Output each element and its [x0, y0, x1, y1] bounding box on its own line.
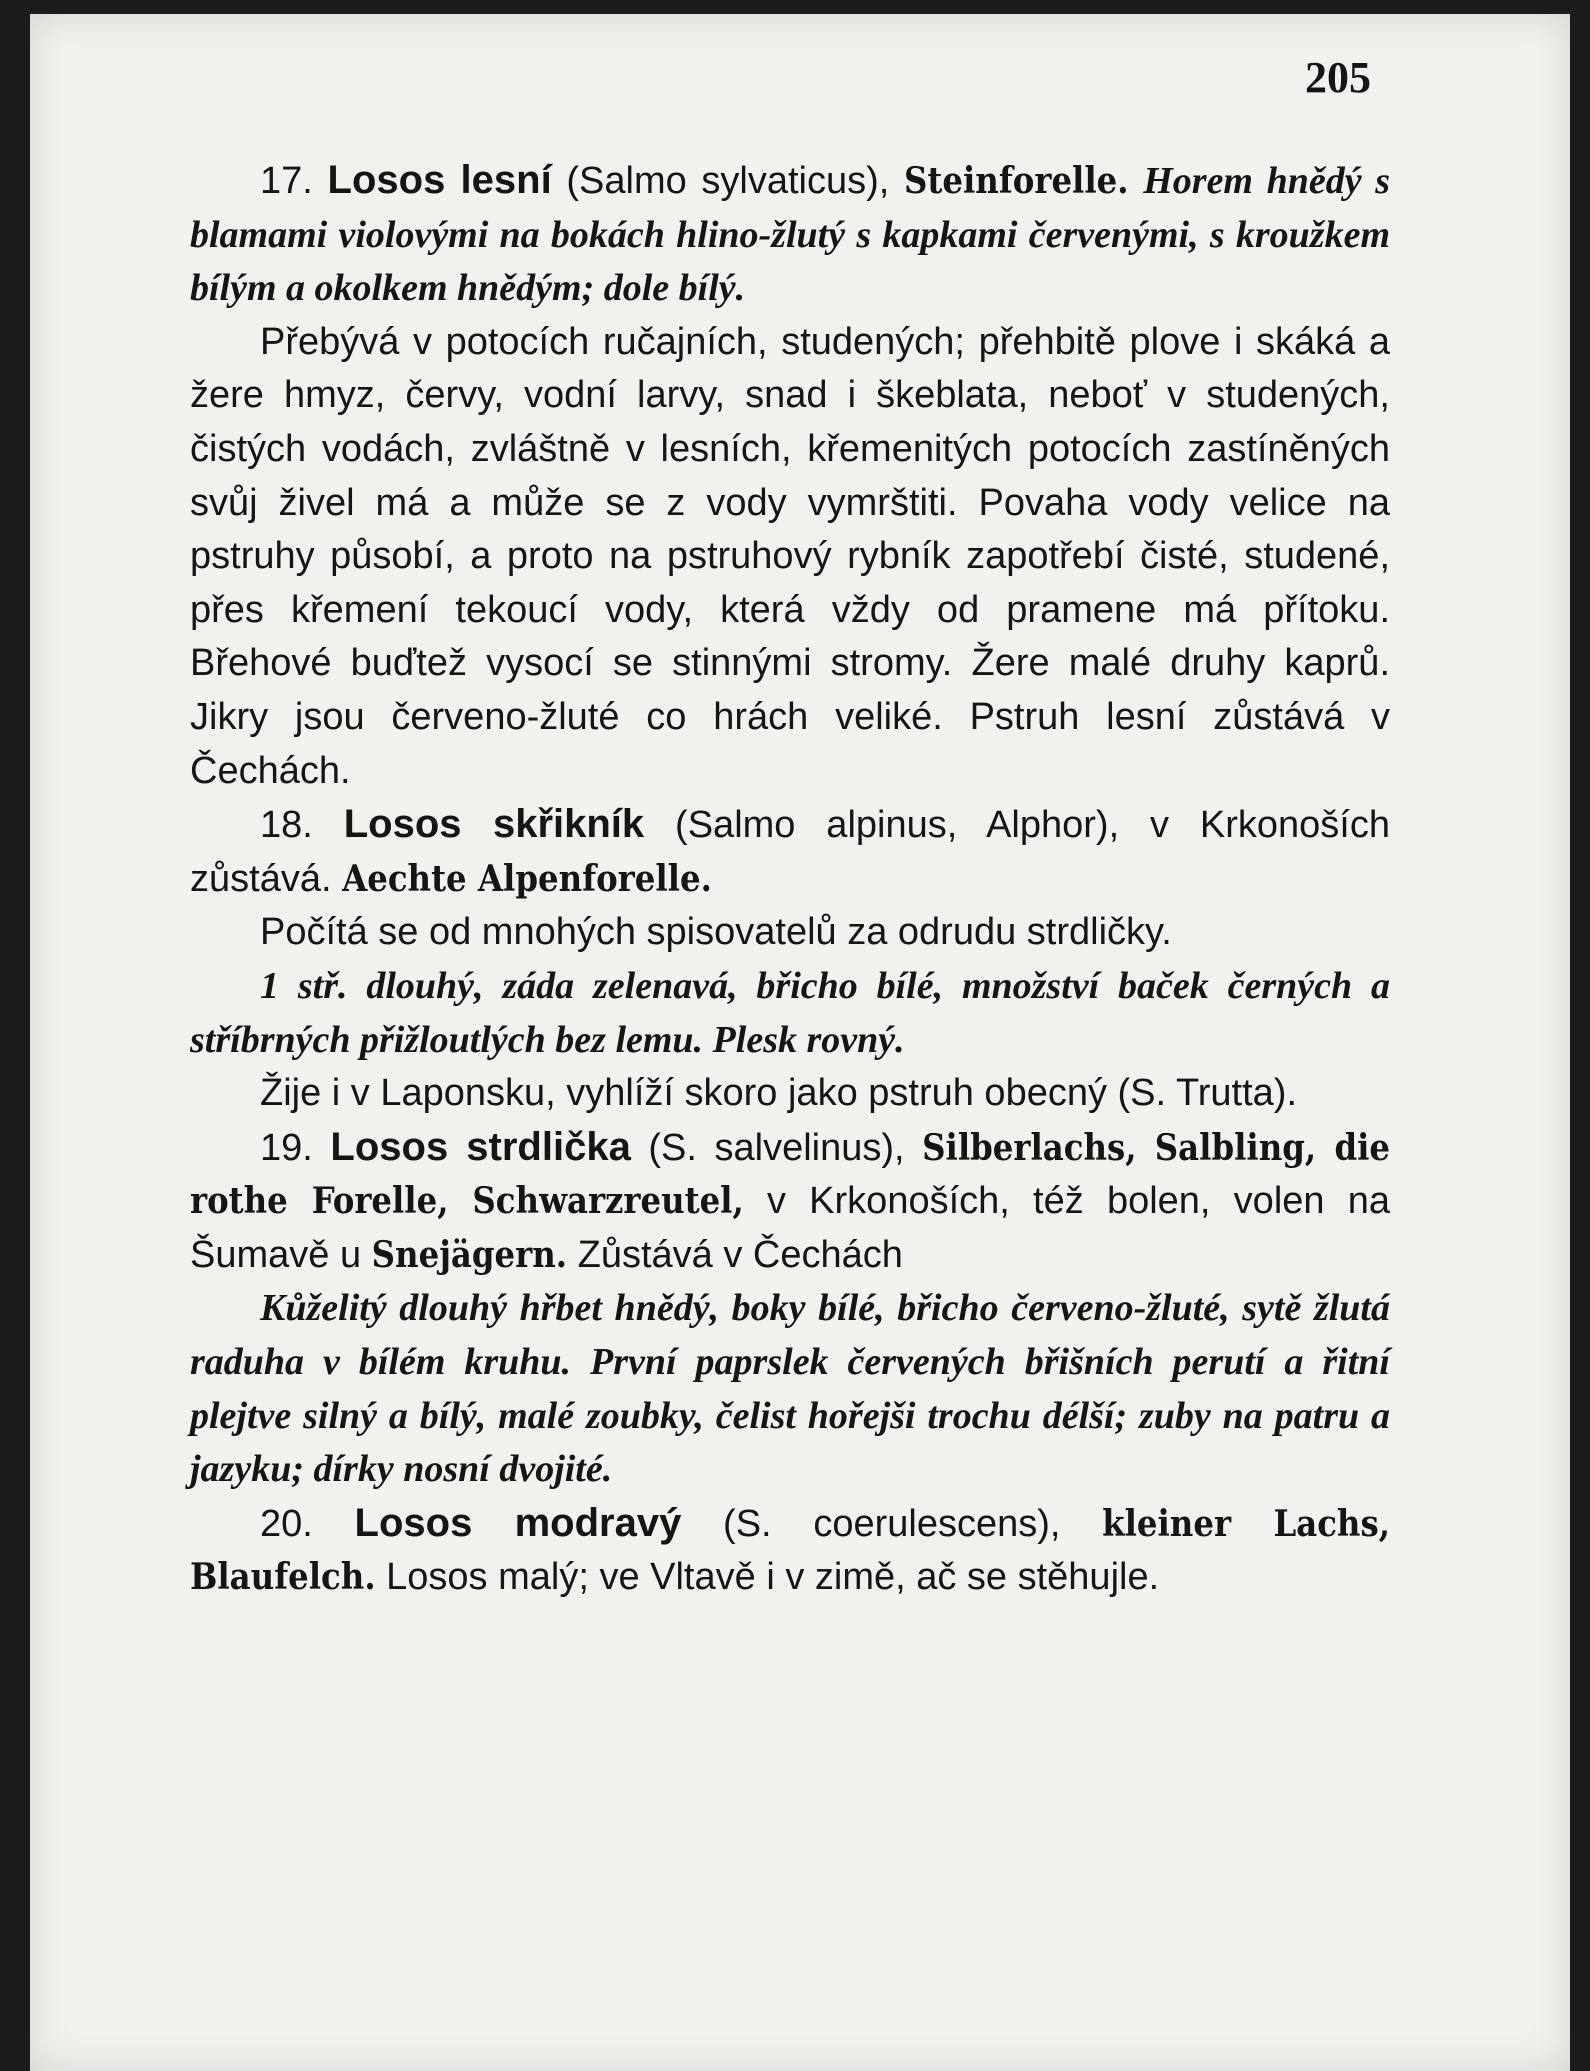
german-name: Steinforelle. — [904, 160, 1129, 202]
entry-number: 20. — [260, 1502, 313, 1545]
page-number: 205 — [1305, 53, 1371, 102]
species-name: Losos lesní — [327, 158, 552, 202]
entry-19-heading — [190, 1121, 1390, 1283]
latin-name: (Salmo alpinus, Alphor), v Krkonoších zůstává. — [190, 804, 1390, 900]
german-name-2: Snejägern. — [371, 1233, 568, 1276]
species-name: Losos skřikník — [343, 802, 645, 847]
entry-number: 19. — [260, 1126, 313, 1169]
entry-18-description — [190, 960, 1390, 1067]
description: dlouhý, záda zelenavá, břicho bílé, množství baček černých a stříbrných přižloutlých bez lemu. Plesk rovný. — [190, 964, 1390, 1061]
entry-20-heading — [190, 1497, 1390, 1605]
description-lead: 1 stř. — [260, 964, 348, 1007]
latin-name: (S. coerulescens), — [681, 1502, 1103, 1545]
entry-17-body: Přebývá v potocích ručajních, studených; přehbitě plove i skáká a žere hmyz, červy, vodní larvy, snad i škeblata, neboť v studených, čistých vodách, zvláštně v lesních, křemenitých potocích zastíněných svůj živel má a může se z vody vymrštiti. Povaha vody velice na pstruhy působí, a proto na pstruhový rybník zapotřebí čisté, studené, přes křemení tekoucí vody, která vždy od pramene má přítoku. Břehové buďtež vysocí se stinnými stromy. Žere malé druhy kaprů. Jikry jsou červeno-žluté co hrách veliké. Pstruh lesní zůstává v Čechách. — [190, 320, 1390, 792]
entry-number: 18. — [260, 804, 313, 847]
entry-number: 17. — [260, 160, 313, 202]
entry-18-body-2: Žije i v Laponsku, vyhlíží skoro jako pstruh obecný (S. Trutta). — [260, 1072, 1298, 1115]
species-name: Losos strdlička — [330, 1124, 631, 1169]
local-names: v Krkonoších, též bolen, volen na Šumavě u — [190, 1180, 1391, 1276]
german-name: Aechte Alpenforelle. — [342, 857, 712, 900]
description: Horem hnědý s blamami violovými na bokách hlino-žlutý s kapkami červenými, s kroužkem bílým a okolkem hnědým; dole bílý. — [190, 160, 1391, 310]
german-name: Silberlachs, Salbling, die rothe Forelle, Schwarzreutel, — [190, 1126, 1391, 1223]
location: Zůstává v Čechách — [567, 1233, 903, 1276]
entry-19-description — [190, 1282, 1390, 1496]
entry-18-heading — [190, 798, 1390, 906]
entry-18-body: Počítá se od mnohých spisovatelů za odrudu strdličky. — [260, 911, 1172, 954]
species-name: Losos modravý — [354, 1500, 682, 1545]
page-text — [190, 154, 1390, 1605]
description: Kůželitý dlouhý hřbet hnědý, boky bílé, břicho červeno-žluté, sytě žlutá raduha v bílém kruhu. První paprslek červených břišních perutí a řitní plejtve silný a bílý, malé zoubky, čelist hořejši trochu délší; zuby na patru a jazyku; dírky nosní dvojité. — [190, 1287, 1390, 1491]
latin-name: (S. salvelinus), — [630, 1126, 923, 1169]
german-name: kleiner Lachs, Blaufelch. — [190, 1502, 1390, 1599]
latin-name: (Salmo sylvaticus), — [551, 160, 905, 202]
body: Losos malý; ve Vltavě i v zimě, ač se stěhujle. — [375, 1556, 1160, 1599]
book-page — [30, 14, 1570, 2071]
entry-17-heading — [190, 154, 1390, 316]
